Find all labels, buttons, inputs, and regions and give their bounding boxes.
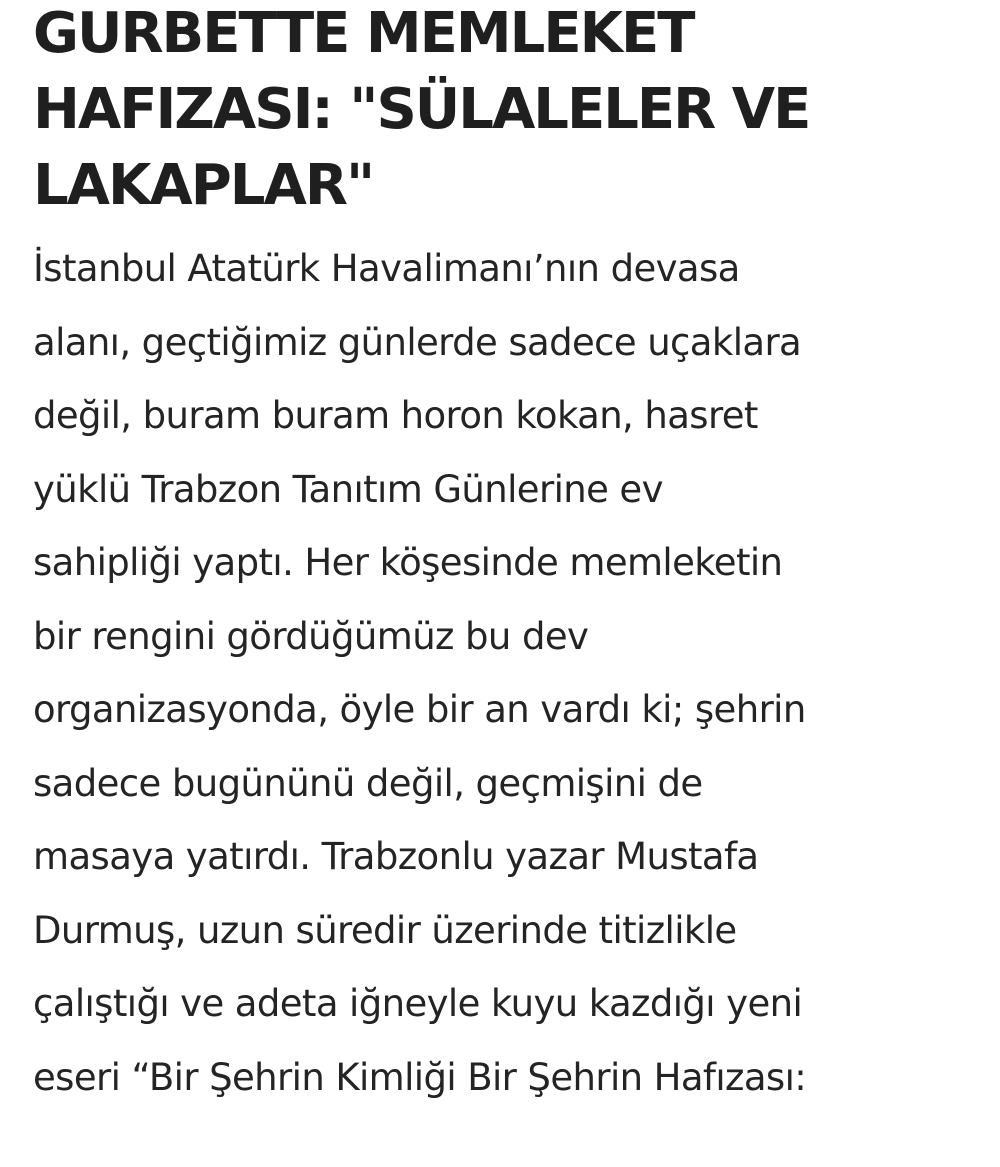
article-body xyxy=(33,232,983,1114)
body-line: çalıştığı ve adeta iğneyle kuyu kazdığı yeni xyxy=(33,982,803,1025)
article xyxy=(33,0,983,1114)
body-line: İstanbul Atatürk Havalimanı’nın devasa xyxy=(33,247,740,290)
body-line: yüklü Trabzon Tanıtım Günlerine ev xyxy=(33,467,663,511)
body-line: organizasyonda, öyle bir an vardı ki; şehrin xyxy=(33,688,806,731)
body-line: sahipliği yaptı. Her köşesinde memleketin xyxy=(33,541,783,584)
headline-line: GURBETTE MEMLEKET xyxy=(33,1,694,66)
body-line: değil, buram buram horon kokan, hasret xyxy=(33,394,758,437)
body-line: sadece bugününü değil, geçmişini de xyxy=(33,761,703,805)
body-line: masaya yatırdı. Trabzonlu yazar Mustafa xyxy=(33,835,759,878)
article-headline xyxy=(33,0,983,224)
body-line: alanı, geçtiğimiz günlerde sadece uçaklara xyxy=(33,320,802,364)
body-line: Durmuş, uzun süredir üzerinde titizlikle xyxy=(33,908,737,952)
body-line: bir rengini gördüğümüz bu dev xyxy=(33,614,589,658)
headline-line: HAFIZASI: "SÜLALELER VE xyxy=(33,77,810,142)
body-line: eseri “Bir Şehrin Kimliği Bir Şehrin Hafızası: xyxy=(33,1055,807,1099)
headline-line: LAKAPLAR" xyxy=(33,153,374,218)
